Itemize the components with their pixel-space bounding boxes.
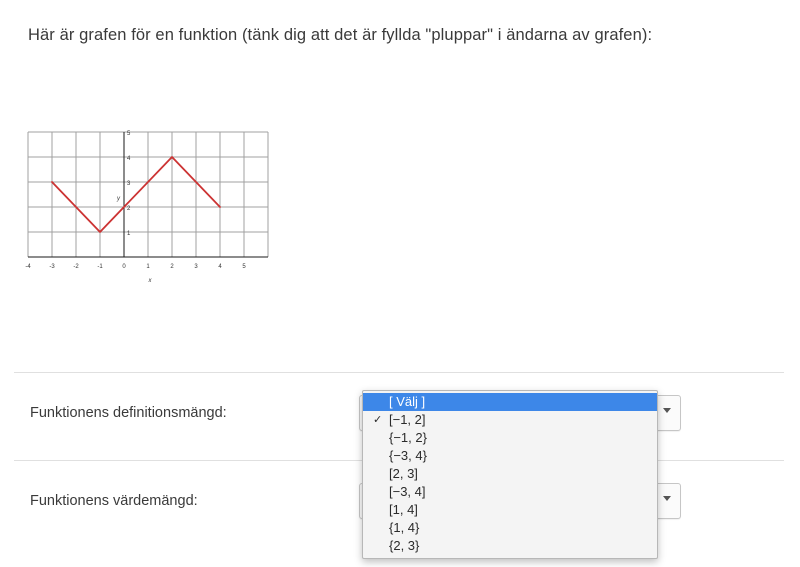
dropdown-option-label: {−3, 4} [389, 448, 427, 463]
svg-text:-4: -4 [25, 264, 31, 270]
svg-text:2: 2 [127, 206, 131, 212]
svg-text:4: 4 [127, 156, 131, 162]
dropdown-option[interactable] [363, 393, 657, 411]
svg-text:0: 0 [122, 264, 126, 270]
dropdown-option-label: [ Välj ] [389, 394, 426, 409]
check-icon: ✓ [373, 414, 383, 426]
svg-text:y: y [117, 196, 120, 202]
dropdown-option-label: [1, 4] [389, 502, 418, 517]
svg-text:x: x [148, 278, 152, 284]
svg-text:2: 2 [170, 264, 174, 270]
svg-text:4: 4 [218, 264, 222, 270]
svg-text:-1: -1 [97, 264, 103, 270]
range-label: Funktionens värdemängd: [30, 493, 198, 509]
svg-text:3: 3 [127, 181, 131, 187]
dropdown-option[interactable] [363, 411, 657, 429]
dropdown-option[interactable] [363, 519, 657, 537]
svg-text:1: 1 [146, 264, 150, 270]
dropdown-option[interactable] [363, 537, 657, 555]
function-graph [22, 122, 278, 292]
dropdown-option-label: [−1, 2] [389, 412, 426, 427]
dropdown-option[interactable] [363, 447, 657, 465]
svg-text:1: 1 [127, 231, 131, 237]
dropdown-option[interactable] [363, 465, 657, 483]
chevron-down-icon [663, 408, 671, 413]
dropdown-option[interactable] [363, 429, 657, 447]
dropdown-option-label: {2, 3} [389, 538, 420, 553]
svg-text:3: 3 [194, 264, 198, 270]
svg-text:5: 5 [127, 131, 131, 137]
domain-label: Funktionens definitionsmängd: [30, 405, 227, 421]
svg-text:5: 5 [242, 264, 246, 270]
dropdown-option-label: {1, 4} [389, 520, 420, 535]
dropdown-option-label: [2, 3] [389, 466, 418, 481]
dropdown-option-label: {−1, 2} [389, 430, 427, 445]
domain-dropdown-menu[interactable] [362, 390, 658, 559]
chevron-down-icon [663, 496, 671, 501]
svg-text:-3: -3 [49, 264, 55, 270]
dropdown-option-label: [−3, 4] [389, 484, 426, 499]
dropdown-option[interactable] [363, 483, 657, 501]
page-title: Här är grafen för en funktion (tänk dig att det är fyllda "pluppar" i ändarna av grafen): [28, 26, 653, 44]
svg-text:-2: -2 [73, 264, 79, 270]
dropdown-option[interactable] [363, 501, 657, 519]
